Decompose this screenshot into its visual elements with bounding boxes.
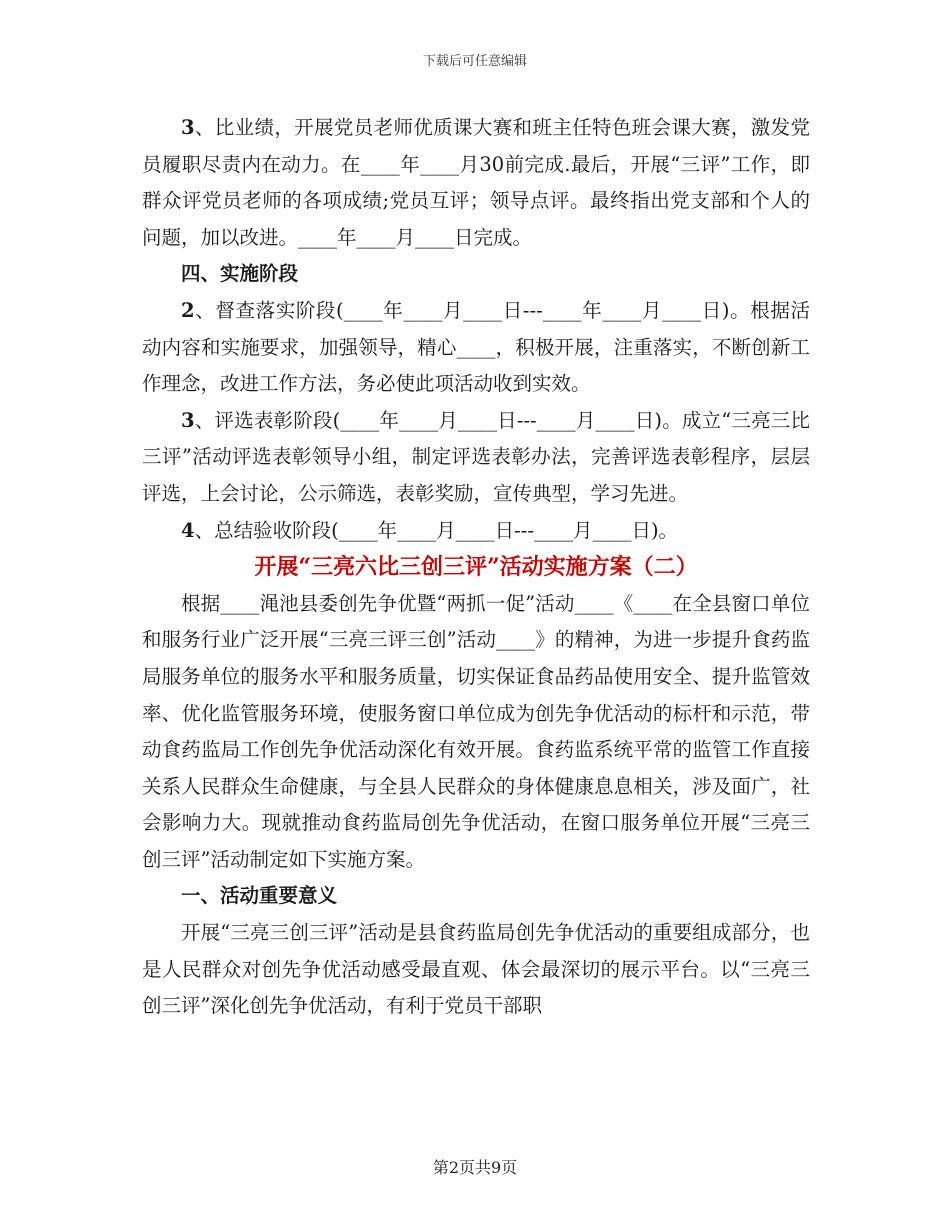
document-body [142,110,810,1025]
paragraph [142,293,810,403]
paragraph: 开展“三亮三创三评”活动是县食药监局创先争优活动的重要组成部分，也是人民群众对创先争优活动感受最直观、体会最深切的展示平台。以“三亮三创三评”深化创先争优活动，有利于党员干部职 [142,921,810,1018]
paragraph-text: 、比业绩，开展党员老师优质课大赛和班主任特色班会课大赛，激发党员履职尽责内在动力。在____年____月30前完成.最后，开展“三评”工作，即群众评党员老师的各项成绩;党员互评；领导点评。最终指出党支部和个人的问题，加以改进。____年____月____日完成。 [142,116,810,249]
item-number: 2 [181,298,195,322]
paragraph-text: 、评选表彰阶段(____年____月____日---____月____日)。成立“三亮三比三评”活动评选表彰领导小组，制定评选表彰办法，完善评选表彰程序，层层评选，上会讨论，公示筛选，表彰奖励，宣传典型，学习先进。 [142,408,810,505]
section-heading: 一、活动重要意义 [181,884,338,908]
section-heading: 四、实施阶段 [181,262,299,286]
paragraph [142,403,810,513]
paragraph-text: 、总结验收阶段(____年____月____日---____月____日)。 [194,518,679,542]
item-number: 3 [181,116,195,139]
paragraph [142,513,810,550]
paragraph: 根据____渑池县委创先争优暨“两抓一促”活动____《____在全县窗口单位和服务行业广泛开展“三亮三评三创”活动____》的精神，为进一步提升食药监局服务单位的服务水平和服务质量，切实保证食品药品使用安全、提升监管效率、优化监管服务环境，使服务窗口单位成为创先争优活动的标杆和示范，带动食药监局工作创先争优活动深化有效开展。食药监系统平常的监管工作直接关系人民群众生命健康，与全县人民群众的身体健康息息相关，涉及面广，社会影响力大。现就推动食药监局创先争优活动，在窗口服务单位开展“三亮三创三评”活动制定如下实施方案。 [142,591,810,871]
page-footer: 第2页共9页 [432,1158,518,1177]
paragraph-text: 、督查落实阶段(____年____月____日---____年____月____日)。根据活动内容和实施要求，加强领导，精心____，积极开展，注重落实，不断创新工作理念，改进工作方法，务必使此项活动收到实效。 [142,298,810,396]
item-number: 4 [181,518,195,542]
paragraph [142,110,810,256]
item-number: 3 [181,408,195,432]
document-title: 开展“三亮六比三创三评”活动实施方案（二） [254,554,698,581]
page-header: 下载后可任意编辑 [422,54,527,69]
